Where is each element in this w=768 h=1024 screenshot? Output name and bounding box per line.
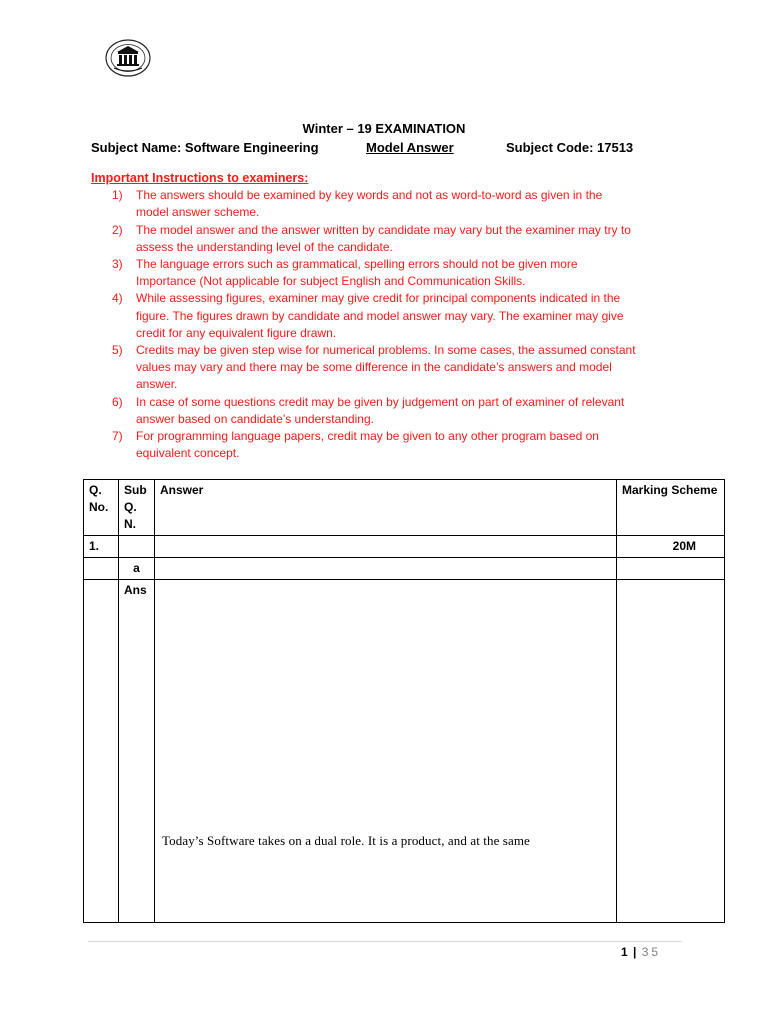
answer-body — [160, 582, 611, 920]
instruction-text: In case of some questions credit may be given by judgement on part of examiner of relevant answer based on candidate’s understanding. — [136, 394, 625, 426]
question-number: 1. — [84, 536, 119, 558]
empty-cell — [84, 580, 119, 923]
instruction-number: 2) — [112, 222, 123, 237]
table-header-row — [84, 480, 725, 536]
ans-label: Ans — [119, 580, 155, 923]
instruction-item — [91, 187, 636, 221]
instruction-number: 6) — [112, 394, 123, 409]
instruction-item — [91, 428, 636, 462]
header-answer: Answer — [155, 480, 617, 536]
header-marking-scheme: Marking Scheme — [617, 480, 725, 536]
empty-cell — [617, 580, 725, 923]
instructions-list — [91, 187, 636, 462]
instruction-number: 5) — [112, 343, 123, 358]
header-q-no: Q. No. — [84, 480, 119, 536]
instructions-heading: Important Instructions to examiners: — [91, 171, 309, 185]
instruction-item — [91, 290, 636, 342]
instruction-text: The answers should be examined by key words and not as word-to-word as given in the model answer scheme. — [136, 188, 603, 220]
model-answer-label: Model Answer — [366, 140, 454, 155]
footer-divider — [88, 941, 682, 942]
instruction-text: Credits may be given step wise for numerical problems. In some cases, the assumed constant values may vary and there may be some difference in the candidate’s answers and model answer. — [136, 343, 636, 392]
instruction-number: 3) — [112, 257, 123, 272]
empty-cell — [617, 558, 725, 580]
answer-table — [83, 479, 725, 923]
instruction-item — [91, 256, 636, 290]
instruction-item — [91, 222, 636, 256]
header-sub-q-n: Sub Q. N. — [119, 480, 155, 536]
page-separator: | — [633, 945, 637, 959]
instruction-text: While assessing figures, examiner may give credit for principal components indicated in the figure. The figures drawn by candidate and model answer may vary. The examiner may give credit for any equivalent figure drawn. — [136, 291, 624, 340]
instruction-number: 4) — [112, 291, 123, 306]
instruction-number: 7) — [112, 429, 123, 444]
exam-title-text: Winter – 19 EXAMINATION — [302, 121, 466, 136]
instruction-text: The language errors such as grammatical, spelling errors should not be given more Importance (Not applicable for subject English and Communication Skills. — [136, 257, 578, 289]
exam-title — [0, 121, 768, 136]
table-row — [84, 536, 725, 558]
subject-line — [91, 140, 651, 158]
page-total: 35 — [641, 945, 662, 959]
instruction-text: The model answer and the answer written by candidate may vary but the examiner may try to assess the understanding level of the candidate. — [136, 222, 631, 254]
page-number — [621, 945, 661, 959]
table-row — [84, 580, 725, 923]
question-marks: 20M — [617, 536, 725, 558]
subject-name: Subject Name: Software Engineering — [91, 140, 319, 155]
empty-cell — [155, 558, 617, 580]
examiner-instructions — [91, 170, 636, 462]
institution-logo — [104, 38, 152, 78]
subject-code: Subject Code: 17513 — [506, 140, 634, 155]
table-row — [84, 558, 725, 580]
instruction-number: 1) — [112, 188, 123, 203]
answer-text: Today’s Software takes on a dual role. It is a product, and at the same — [162, 833, 530, 848]
empty-cell — [155, 536, 617, 558]
empty-cell — [84, 558, 119, 580]
instruction-item — [91, 342, 636, 394]
instruction-item — [91, 394, 636, 428]
sub-question-label: a — [119, 558, 155, 580]
page-current: 1 — [621, 945, 628, 959]
instruction-text: For programming language papers, credit may be given to any other program based on equivalent concept. — [136, 429, 599, 461]
empty-cell — [119, 536, 155, 558]
answer-cell — [155, 580, 617, 923]
